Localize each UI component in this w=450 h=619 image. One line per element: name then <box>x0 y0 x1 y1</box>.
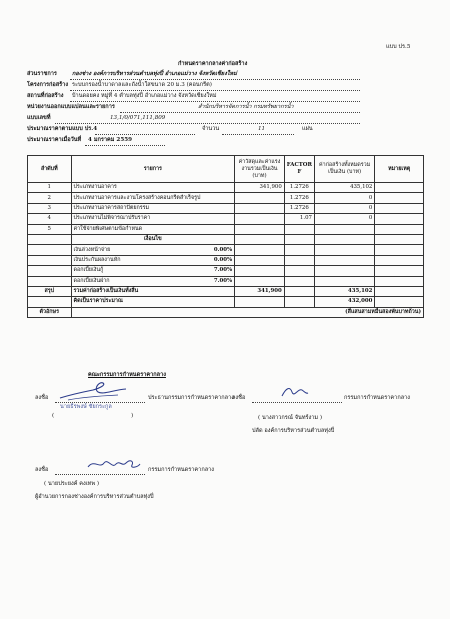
summary-total: 435,102 <box>314 286 374 296</box>
empty-cell <box>235 276 285 286</box>
agency-value: กองช่าง องค์การบริหารส่วนตำบลทุ่งปี่ อำเภอแม่วาง จังหวัดเชียงใหม่ <box>72 71 237 77</box>
agency-label: ส่วนราชการ <box>27 71 57 77</box>
empty-cell <box>375 276 424 286</box>
empty-cell <box>284 297 314 307</box>
estimate-label: ประมาณราคาตามแบบ ปร.4 <box>27 126 98 132</box>
conditions-title-row <box>28 234 424 244</box>
empty-cell <box>375 234 424 244</box>
dotted-line <box>85 145 165 146</box>
empty-cell <box>28 266 72 276</box>
date-value: 4 มกราคม 2559 <box>88 137 133 143</box>
row-item: ประเภทงานไม่พิจารณาปรับราคา <box>71 214 235 224</box>
condition-row <box>28 266 424 276</box>
member2-sign-prefix: ลงชื่อ <box>35 467 49 473</box>
plan-no-value: 13,1/0/071,111,809 <box>110 115 166 121</box>
empty-cell <box>375 255 424 265</box>
empty-cell <box>314 276 374 286</box>
member2-signature <box>86 455 142 473</box>
chair-sign-prefix: ลงชื่อ <box>35 395 49 401</box>
member2-name: ( นายประยงค์ คงเทพ ) <box>44 481 100 487</box>
project-label: โครงการก่อสร้าง <box>27 82 69 88</box>
row-cost <box>235 224 285 234</box>
empty-cell <box>28 245 72 255</box>
rounded-label: คิดเป็นราคาประมาณ <box>71 297 235 307</box>
row-no: 2 <box>28 193 72 203</box>
empty-cell <box>314 234 374 244</box>
chair-signature <box>58 380 128 402</box>
location-label: สถานที่ก่อสร้าง <box>27 93 64 99</box>
row-total <box>314 224 374 234</box>
empty-cell <box>314 245 374 255</box>
row-total: 0 <box>314 214 374 224</box>
rounded-row <box>28 297 424 307</box>
empty-cell <box>235 234 285 244</box>
empty-cell <box>284 266 314 276</box>
condition-row <box>28 245 424 255</box>
col-factor-header: FACTOR F <box>284 156 314 183</box>
empty-cell <box>375 266 424 276</box>
col-cost-header: ค่าวัสดุและค่าแรงงานรวมเป็นเงิน (บาท) <box>235 156 285 183</box>
row-factor: 1.2726 <box>284 193 314 203</box>
summary-item: รวมค่าก่อสร้างเป็นเงินทั้งสิ้น <box>71 286 235 296</box>
signature-line <box>55 474 145 475</box>
row-total: 435,102 <box>314 183 374 193</box>
committee-title: คณะกรรมการกำหนดราคากลาง <box>88 372 166 378</box>
table-row <box>28 203 424 213</box>
count-value: 11 <box>258 126 266 132</box>
empty-cell <box>284 255 314 265</box>
text-amount: (สี่แสนสามหมื่นสองพันบาทถ้วน) <box>71 307 423 317</box>
condition-row <box>28 255 424 265</box>
condition-label: เงินล่วงหน้าจ่าย <box>73 246 111 253</box>
col-total-header: ค่าก่อสร้างทั้งหมดรวมเป็นเงิน (บาท) <box>314 156 374 183</box>
condition-row <box>28 276 424 286</box>
table-row <box>28 224 424 234</box>
signature-line <box>252 402 342 403</box>
dotted-line <box>120 112 360 113</box>
table-row <box>28 193 424 203</box>
signature-line <box>55 402 145 403</box>
member1-role: กรรมการกำหนดราคากลาง <box>344 395 411 401</box>
empty-cell <box>235 245 285 255</box>
empty-cell <box>235 297 285 307</box>
row-cost: 341,900 <box>235 183 285 193</box>
condition-label: เงินประกันผลงานหัก <box>73 256 121 263</box>
member1-signature <box>280 384 310 402</box>
row-item: ประเภทงานอาคารและงานโครงสร้างคอนกรีตสำเร็จรูป <box>71 193 235 203</box>
design-unit-value: สำนักบริหารจัดการน้ำ กรมทรัพยากรน้ำ <box>198 104 294 110</box>
row-cost <box>235 193 285 203</box>
dotted-line <box>95 134 195 135</box>
empty-cell <box>375 245 424 255</box>
dotted-line <box>222 134 294 135</box>
table-header-row <box>28 156 424 183</box>
row-item: ค่าใช้จ่ายพิเศษตามข้อกำหนด <box>71 224 235 234</box>
conditions-title: เงื่อนไข <box>71 234 235 244</box>
condition-cell <box>71 266 235 276</box>
condition-cell <box>71 245 235 255</box>
condition-cell <box>71 276 235 286</box>
row-no: 4 <box>28 214 72 224</box>
row-item: ประเภทงานอาคาร <box>71 183 235 193</box>
dotted-line <box>55 123 360 124</box>
chair-name-close: ) <box>131 413 134 419</box>
condition-value: 7.00% <box>213 277 233 284</box>
row-no: 1 <box>28 183 72 193</box>
condition-label: ดอกเบี้ยเงินกู้ <box>73 267 104 274</box>
project-value: ระบบกรองน้ำบาดาลและถังน้ำใสขนาด 20 ม.3 (คอนกรีต) <box>72 82 212 88</box>
empty-cell <box>284 245 314 255</box>
sheets-label: แผ่น <box>302 126 313 132</box>
condition-label: ดอกเบี้ยเงินฝาก <box>73 277 110 284</box>
empty-cell <box>314 266 374 276</box>
design-unit-label: หน่วยงานออกแบบแปลนและรายการ <box>27 104 115 110</box>
date-label: ประมาณราคาเมื่อวันที่ <box>27 137 82 143</box>
row-total: 0 <box>314 193 374 203</box>
count-label: จำนวน <box>202 126 220 132</box>
member1-sign-prefix: ลงชื่อ <box>232 395 246 401</box>
plan-no-label: แบบเลขที่ <box>27 115 51 121</box>
dotted-line <box>70 90 360 91</box>
empty-cell <box>284 234 314 244</box>
empty-cell <box>284 286 314 296</box>
empty-cell <box>28 255 72 265</box>
condition-cell <box>71 255 235 265</box>
empty-cell <box>314 255 374 265</box>
condition-value: 0.00% <box>213 246 233 253</box>
member2-role: กรรมการกำหนดราคากลาง <box>148 467 215 473</box>
dotted-line <box>70 79 360 80</box>
row-factor <box>284 224 314 234</box>
empty-cell <box>235 266 285 276</box>
row-note <box>375 193 424 203</box>
member1-position: ปลัด องค์การบริหารส่วนตำบลทุ่งปี่ <box>252 428 335 434</box>
form-code: แบบ ปร.5 <box>386 44 411 50</box>
empty-cell <box>284 276 314 286</box>
empty-cell <box>28 297 72 307</box>
row-note <box>375 183 424 193</box>
empty-cell <box>375 297 424 307</box>
empty-cell <box>235 255 285 265</box>
row-note <box>375 224 424 234</box>
row-no: 3 <box>28 203 72 213</box>
row-factor: 1.2726 <box>284 203 314 213</box>
col-no-header: ลำดับที่ <box>28 156 72 183</box>
cost-summary-table <box>27 155 424 318</box>
empty-cell <box>28 276 72 286</box>
row-note <box>375 203 424 213</box>
row-total: 0 <box>314 203 374 213</box>
table-row <box>28 214 424 224</box>
empty-cell <box>375 286 424 296</box>
dotted-line <box>70 101 360 102</box>
row-note <box>375 214 424 224</box>
chair-name: นายธีรพงษ์ ชัยกระกูล <box>60 404 112 410</box>
condition-value: 0.00% <box>213 256 233 263</box>
col-note-header: หมายเหตุ <box>375 156 424 183</box>
condition-value: 7.00% <box>213 267 233 274</box>
location-value: บ้านดอยคง หมู่ที่ 4 ตำบลทุ่งปี่ อำเภอแม่วาง จังหวัดเชียงใหม่ <box>72 93 217 99</box>
row-factor: 1.07 <box>284 214 314 224</box>
row-factor: 1.2726 <box>284 183 314 193</box>
summary-label: สรุป <box>28 286 72 296</box>
table-row <box>28 183 424 193</box>
summary-cost: 341,900 <box>235 286 285 296</box>
row-no: 5 <box>28 224 72 234</box>
document-title: กำหนดราคากลางค่าก่อสร้าง <box>178 61 248 67</box>
text-amount-row <box>28 307 424 317</box>
member1-name: ( นางสาวกรณ์ จันทร์งาม ) <box>258 415 323 421</box>
empty-cell <box>28 234 72 244</box>
summary-row <box>28 286 424 296</box>
chair-name-open: ( <box>52 413 55 419</box>
row-item: ประเภทงานอาคารสถาปัตยกรรม <box>71 203 235 213</box>
text-label: ตัวอักษร <box>28 307 72 317</box>
member2-position: ผู้อำนวยการกองช่างองค์การบริหารส่วนตำบลทุ่งปี่ <box>35 494 154 500</box>
col-items-header: รายการ <box>71 156 235 183</box>
chair-role: ประธานกรรมการกำหนดราคากลาง <box>148 395 234 401</box>
rounded-total: 432,000 <box>314 297 374 307</box>
row-cost <box>235 203 285 213</box>
row-cost <box>235 214 285 224</box>
